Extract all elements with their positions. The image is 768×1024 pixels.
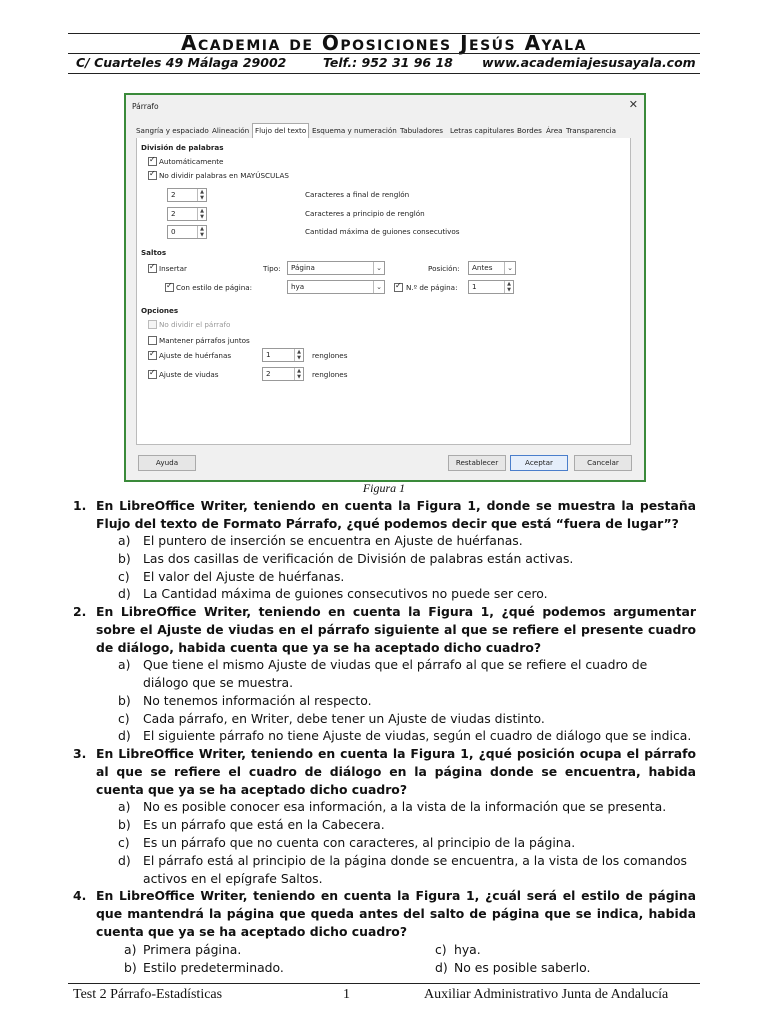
tab-indents-spacing[interactable]: Sangría y espaciado <box>136 126 209 135</box>
option-letter: d) <box>118 586 131 601</box>
page-number-checkbox[interactable] <box>394 283 403 292</box>
tab-drop-caps[interactable]: Letras capitulares <box>450 126 515 135</box>
header-website: www.academiajesusayala.com <box>482 55 696 70</box>
tab-text-flow[interactable]: Flujo del texto <box>252 123 309 139</box>
question-4-text: En LibreOffice Writer, teniendo en cuenta la Figura 1, ¿cuál será el estilo de página que mantendrá la página que queda antes del salto de página que se indica, habida cuenta que ya se ha aceptado dicho cuadro? <box>96 888 696 939</box>
orphan-control-checkbox[interactable] <box>148 351 157 360</box>
spinner-arrows-icon[interactable]: ▲ ▼ <box>504 281 513 293</box>
spinner-arrows-icon[interactable]: ▲ ▼ <box>294 368 303 380</box>
keep-together-checkbox[interactable] <box>148 336 157 345</box>
close-icon[interactable]: ✕ <box>628 98 638 111</box>
option-letter: b) <box>118 551 131 566</box>
spinner-arrows-icon[interactable]: ▲ ▼ <box>197 189 206 201</box>
break-type-value: Página <box>291 263 315 272</box>
page-number-spinner[interactable] <box>468 280 514 294</box>
widow-spinner[interactable] <box>262 367 304 381</box>
spinner-arrows-icon[interactable]: ▲ ▼ <box>294 349 303 361</box>
tab-tabs[interactable]: Tabuladores <box>400 126 444 135</box>
option-letter: c) <box>118 711 130 726</box>
tab-borders[interactable]: Bordes <box>517 126 542 135</box>
break-position-value: Antes <box>472 263 493 272</box>
widow-control-label: Ajuste de viudas <box>159 370 219 379</box>
option-letter: d) <box>435 960 448 975</box>
accept-button[interactable]: Aceptar <box>510 455 568 471</box>
with-page-style-label: Con estilo de página: <box>176 283 253 292</box>
option-letter: b) <box>124 960 137 975</box>
option-letter: b) <box>118 693 131 708</box>
insert-break-label: Insertar <box>159 264 187 273</box>
footer-right: Auxiliar Administrativo Junta de Andalucía <box>424 987 669 1002</box>
option-letter: a) <box>118 799 131 814</box>
question-2-option-b: No tenemos información al respecto. <box>143 693 372 708</box>
question-1-option-c: El valor del Ajuste de huérfanas. <box>143 569 345 584</box>
reset-button[interactable]: Restablecer <box>448 455 506 471</box>
question-4-option-b: Estilo predeterminado. <box>143 960 284 975</box>
with-page-style-checkbox[interactable] <box>165 283 174 292</box>
widow-value: 2 <box>266 369 271 378</box>
breaks-heading: Saltos <box>141 248 167 257</box>
tab-outline-numbering[interactable]: Esquema y numeración <box>312 126 397 135</box>
chevron-down-icon[interactable]: ⌄ <box>373 281 384 293</box>
page-style-value: hya <box>291 282 305 291</box>
option-letter: c) <box>118 835 130 850</box>
tab-alignment[interactable]: Alineación <box>212 126 250 135</box>
auto-hyphenation-checkbox[interactable] <box>148 157 157 166</box>
question-4-option-c: hya. <box>454 942 481 957</box>
orphan-control-label: Ajuste de huérfanas <box>159 351 232 360</box>
auto-hyphenation-label: Automáticamente <box>159 157 224 166</box>
break-position-label: Posición: <box>428 264 460 273</box>
orphan-spinner[interactable] <box>262 348 304 362</box>
question-1-option-d: La Cantidad máxima de guiones consecutivos no puede ser cero. <box>143 586 548 601</box>
question-1-number: 1. <box>73 498 87 513</box>
question-2-text: En LibreOffice Writer, teniendo en cuenta la Figura 1, ¿qué podemos argumentar sobre el Ajuste de viudas en el párrafo siguiente al que se refiere el presente cuadro de diálogo, habida cuenta que ya se ha aceptado dicho cuadro? <box>96 604 696 655</box>
orphan-value: 1 <box>266 350 271 359</box>
option-letter: b) <box>118 817 131 832</box>
max-hyphens-value: 0 <box>171 227 176 236</box>
question-2-option-d: El siguiente párrafo no tiene Ajuste de viudas, según el cuadro de diálogo que se indica. <box>143 728 692 743</box>
option-letter: d) <box>118 728 131 743</box>
chevron-down-icon[interactable]: ⌄ <box>504 262 515 274</box>
spinner-arrows-icon[interactable]: ▲ ▼ <box>197 208 206 220</box>
orphan-lines-label: renglones <box>312 351 348 360</box>
start-chars-value: 2 <box>171 209 176 218</box>
option-letter: a) <box>124 942 137 957</box>
footer-page-number: 1 <box>343 987 350 1002</box>
end-chars-value: 2 <box>171 190 176 199</box>
option-letter: c) <box>435 942 447 957</box>
cancel-button[interactable]: Cancelar <box>574 455 632 471</box>
question-3-option-a: No es posible conocer esa información, a la vista de la información que se presenta. <box>143 799 667 814</box>
dont-split-checkbox[interactable] <box>148 320 157 329</box>
start-chars-spinner[interactable] <box>167 207 207 221</box>
header-address: C/ Cuarteles 49 Málaga 29002 <box>76 55 287 70</box>
page-number-value: 1 <box>472 282 477 291</box>
academy-title: Academia de Oposiciones Jesús Ayala <box>181 31 587 55</box>
question-2-option-a: Que tiene el mismo Ajuste de viudas que el párrafo al que se refiere el cuadro de diálogo que se muestra. <box>143 657 648 690</box>
question-4-option-a: Primera página. <box>143 942 242 957</box>
dialog-title: Párrafo <box>132 102 159 111</box>
figure-1-frame <box>124 93 646 482</box>
no-caps-hyphenation-label: No dividir palabras en MAYÚSCULAS <box>159 171 289 180</box>
end-chars-label: Caracteres a final de renglón <box>305 190 410 199</box>
question-2-option-c: Cada párrafo, en Writer, debe tener un Ajuste de viudas distinto. <box>143 711 545 726</box>
tab-transparency[interactable]: Transparencia <box>566 126 617 135</box>
option-letter: d) <box>118 853 131 868</box>
keep-together-label: Mantener párrafos juntos <box>159 336 250 345</box>
start-chars-label: Caracteres a principio de renglón <box>305 209 425 218</box>
dialog-tabs <box>136 124 630 139</box>
end-chars-spinner[interactable] <box>167 188 207 202</box>
footer-rule <box>68 983 700 984</box>
question-3-number: 3. <box>73 746 87 761</box>
question-1-option-b: Las dos casillas de verificación de División de palabras están activas. <box>143 551 574 566</box>
question-2-number: 2. <box>73 604 87 619</box>
header-phone: Telf.: 952 31 96 18 <box>323 55 453 70</box>
question-3-option-b: Es un párrafo que está en la Cabecera. <box>143 817 385 832</box>
question-4-option-d: No es posible saberlo. <box>454 960 591 975</box>
chevron-down-icon[interactable]: ⌄ <box>373 262 384 274</box>
header-middle-rule <box>68 53 700 54</box>
break-position-select[interactable] <box>468 261 516 275</box>
options-heading: Opciones <box>141 306 179 315</box>
question-3-text: En LibreOffice Writer, teniendo en cuenta la Figura 1, ¿qué posición ocupa el párrafo al que se refiere el cuadro de diálogo en la página donde se encuentra, habida cuenta que ya se ha aceptado dicho cuadro? <box>96 746 696 797</box>
tab-area[interactable]: Área <box>546 126 563 135</box>
question-3-option-d: El párrafo está al principio de la página donde se encuentra, a la vista de los comandos activos en el epígrafe Saltos. <box>143 853 688 886</box>
footer-left: Test 2 Párrafo-Estadísticas <box>73 987 223 1002</box>
question-4-number: 4. <box>73 888 87 903</box>
paragraph-dialog <box>126 95 644 480</box>
question-1-text: En LibreOffice Writer, teniendo en cuenta la Figura 1, donde se muestra la pestaña Flujo del texto de Formato Párrafo, ¿qué podemos decir que está “fuera de lugar”? <box>96 498 696 531</box>
insert-break-checkbox[interactable] <box>148 264 157 273</box>
figure-caption: Figura 1 <box>362 481 406 495</box>
dont-split-label: No dividir el párrafo <box>159 320 231 329</box>
option-letter: c) <box>118 569 130 584</box>
text-flow-panel <box>136 138 631 445</box>
break-type-label: Tipo: <box>263 264 281 273</box>
question-3-option-c: Es un párrafo que no cuenta con caracteres, al principio de la página. <box>143 835 576 850</box>
break-type-select[interactable] <box>287 261 385 275</box>
option-letter: a) <box>118 657 131 672</box>
help-button[interactable]: Ayuda <box>138 455 196 471</box>
max-hyphens-label: Cantidad máxima de guiones consecutivos <box>305 227 460 236</box>
no-caps-hyphenation-checkbox[interactable] <box>148 171 157 180</box>
spinner-arrows-icon[interactable]: ▲ ▼ <box>197 226 206 238</box>
question-1-option-a: El puntero de inserción se encuentra en Ajuste de huérfanas. <box>143 533 523 548</box>
option-letter: a) <box>118 533 131 548</box>
page-style-select[interactable] <box>287 280 385 294</box>
widow-control-checkbox[interactable] <box>148 370 157 379</box>
widow-lines-label: renglones <box>312 370 348 379</box>
page-number-label: N.º de página: <box>406 283 458 292</box>
max-hyphens-spinner[interactable] <box>167 225 207 239</box>
hyphenation-heading: División de palabras <box>141 143 224 152</box>
header-bottom-rule <box>68 73 700 74</box>
